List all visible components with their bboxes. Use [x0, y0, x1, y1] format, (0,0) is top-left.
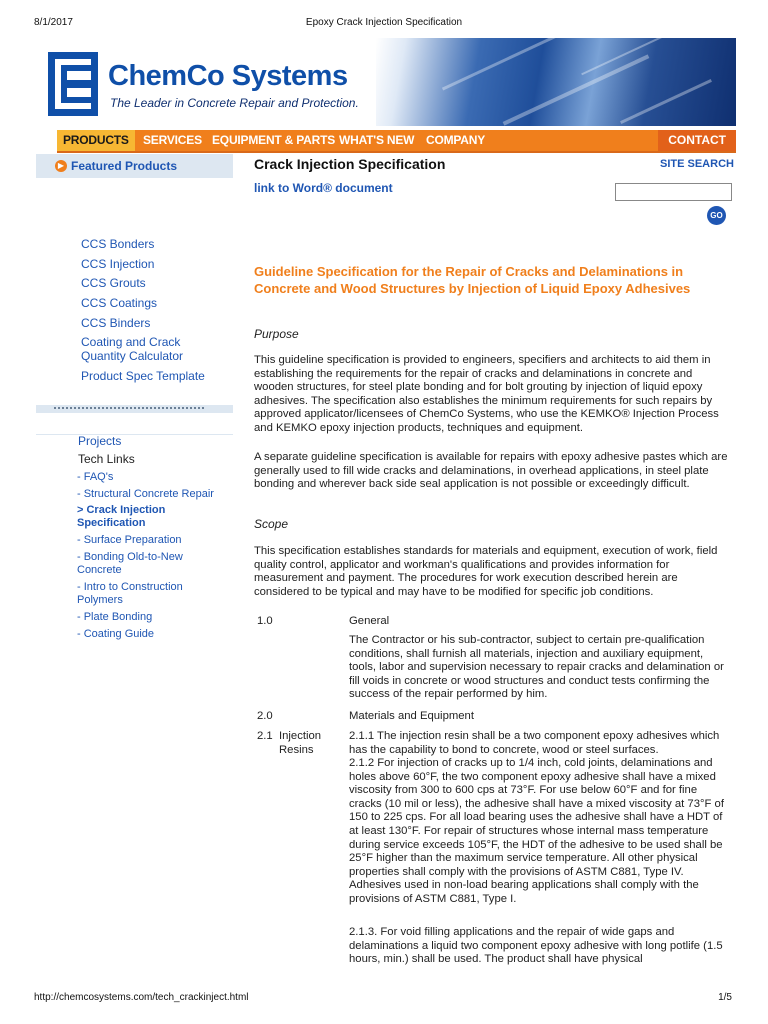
section-2-1-body-b: 2.1.2 For injection of cracks up to 1/4 inch, cold joints, delaminations and holes above 60°F, the two component epoxy adhesive shall have a mixed viscosity from 300 to 600 cps at 73°F. For use below 60°F and for fine cracks (10 mil or less), the adhesive shall have a mixed viscosity at 73°F of 150 to 225 cps. For all load bearing uses the adhesive shall have a HDT of at least 130°F. For repair of structures whose internal mass temperature during service exceeds 105°F, the HDT of the adhesive to be used shall be 25°F higher than the maximum service temperature. All other physical properties shall comply with the provisions of ASTM C881, Type IV. Adhesives used in non-load bearing applications shall comply with the provisions of ASTM C881, Type I. [349, 757, 724, 905]
sidebar-item-quantity-calculator[interactable]: Coating and Crack Quantity Calculator [81, 335, 184, 363]
sidebar-divider [36, 405, 233, 413]
word-document-link[interactable]: link to Word® document [254, 181, 393, 195]
purpose-paragraph-1: This guideline specification is provided to engineers, specifiers and architects to aid them in establishing the requirements for the repair of cracks and delaminations in concrete and wooden structures, for steel plate bonding and for bolt grouting by injection of liquid epoxy adhesives. The specification also establishes the minimum requirements for such repairs by approved applicator/licensees of ChemCo Systems, who use the KEMKO® Injection Process and KEMKO epoxy injection products, techniques and equipment. [254, 354, 719, 434]
sidebar-item-ccs-injection[interactable]: CCS Injection [81, 257, 155, 271]
search-input[interactable] [615, 183, 732, 201]
spec-heading: Guideline Specification for the Repair of Cracks and Delaminations in Concrete and Wood Structures by Injection of Liquid Epoxy Adhesives [254, 264, 691, 296]
featured-products-label: Featured Products [71, 159, 178, 173]
banner-photo [376, 38, 736, 126]
chemco-logo-icon[interactable] [48, 52, 98, 116]
sidebar-item-spec-template[interactable]: Product Spec Template [81, 369, 205, 383]
nav-products[interactable]: PRODUCTS [57, 130, 135, 151]
tech-link-construction-polymers[interactable]: - Intro to Construction Polymers [77, 581, 183, 606]
scope-label: Scope [254, 517, 289, 531]
section-2-number: 2.0 [257, 710, 273, 722]
nav-contact[interactable]: CONTACT [658, 130, 736, 151]
tech-link-bonding[interactable]: - Bonding Old-to-New Concrete [77, 551, 183, 576]
section-1-number: 1.0 [257, 615, 273, 627]
nav-whats-new[interactable]: WHAT'S NEW [339, 133, 415, 147]
featured-products-bar[interactable] [36, 154, 233, 178]
brand-name[interactable]: ChemCo Systems [108, 60, 348, 92]
go-button[interactable]: GO [707, 206, 726, 225]
section-2-1-body-c: 2.1.3. For void filling applications and the repair of wide gaps and delaminations a liquid two component epoxy adhesive with long potlife (1.5 hours, min.) shall be used. The product shall have physical [349, 926, 723, 966]
sidebar-item-projects[interactable]: Projects [78, 434, 122, 448]
section-1-body: The Contractor or his sub-contractor, subject to certain pre-qualification conditions, shall furnish all materials, injection and auxiliary equipment, tools, labor and supervision necessary to repair cracks and delamination or fill voids in concrete or wood structures and conduct tests confirming the success of the repair performed by him. [349, 634, 724, 701]
sidebar-item-ccs-bonders[interactable]: CCS Bonders [81, 237, 155, 251]
tech-links-heading: Tech Links [78, 452, 135, 466]
section-2-1-body-a: 2.1.1 The injection resin shall be a two component epoxy adhesives which has the capability to bond to concrete, wood or steel surfaces. [349, 730, 720, 756]
purpose-label: Purpose [254, 327, 299, 341]
tech-link-plate-bonding[interactable]: - Plate Bonding [77, 611, 153, 623]
print-url: http://chemcosystems.com/tech_crackinject.html [34, 992, 249, 1003]
scope-paragraph: This specification establishes standards for materials and equipment, execution of work, field quality control, applicator and workman's qualifications and provides information for measurement and payment. The procedures for work execution described herein are considered to be typical and may have to be modified for specific job conditions. [254, 545, 718, 598]
sidebar-item-ccs-binders[interactable]: CCS Binders [81, 316, 151, 330]
main-nav [57, 130, 736, 153]
site-banner [36, 38, 736, 126]
tech-link-crack-injection[interactable]: > Crack Injection Specification [77, 504, 166, 529]
tech-link-surface-prep[interactable]: - Surface Preparation [77, 534, 182, 546]
print-title: Epoxy Crack Injection Specification [305, 17, 463, 28]
arrow-right-icon: ▶ [55, 160, 67, 172]
sidebar-rule [36, 434, 233, 435]
tech-link-faqs[interactable]: - FAQ's [77, 471, 114, 483]
print-date: 8/1/2017 [34, 17, 73, 28]
section-2-1-number: 2.1 [257, 730, 273, 742]
brand-tagline: The Leader in Concrete Repair and Protection. [110, 96, 359, 110]
tech-link-coating-guide[interactable]: - Coating Guide [77, 628, 155, 640]
section-2-title: Materials and Equipment [349, 710, 474, 722]
section-2-1-subtitle: Injection Resins [279, 730, 322, 756]
print-page-number: 1/5 [718, 992, 732, 1003]
nav-company[interactable]: COMPANY [426, 133, 486, 147]
nav-services[interactable]: SERVICES [143, 133, 202, 147]
sidebar-item-ccs-coatings[interactable]: CCS Coatings [81, 296, 158, 310]
tech-link-structural-repair[interactable]: - Structural Concrete Repair [77, 488, 214, 500]
sidebar-item-ccs-grouts[interactable]: CCS Grouts [81, 276, 146, 290]
section-1-title: General [349, 615, 390, 627]
nav-equipment-parts[interactable]: EQUIPMENT & PARTS [212, 133, 336, 147]
site-search-label: SITE SEARCH [660, 158, 734, 170]
purpose-paragraph-2: A separate guideline specification is available for repairs with epoxy adhesive pastes which are generally used to fill wide cracks and delaminations, in overhead applications, in steel plate bonding and wherever back side seal application is not possible or exceedingly difficult. [254, 451, 728, 491]
page-title: Crack Injection Specification [254, 156, 446, 172]
